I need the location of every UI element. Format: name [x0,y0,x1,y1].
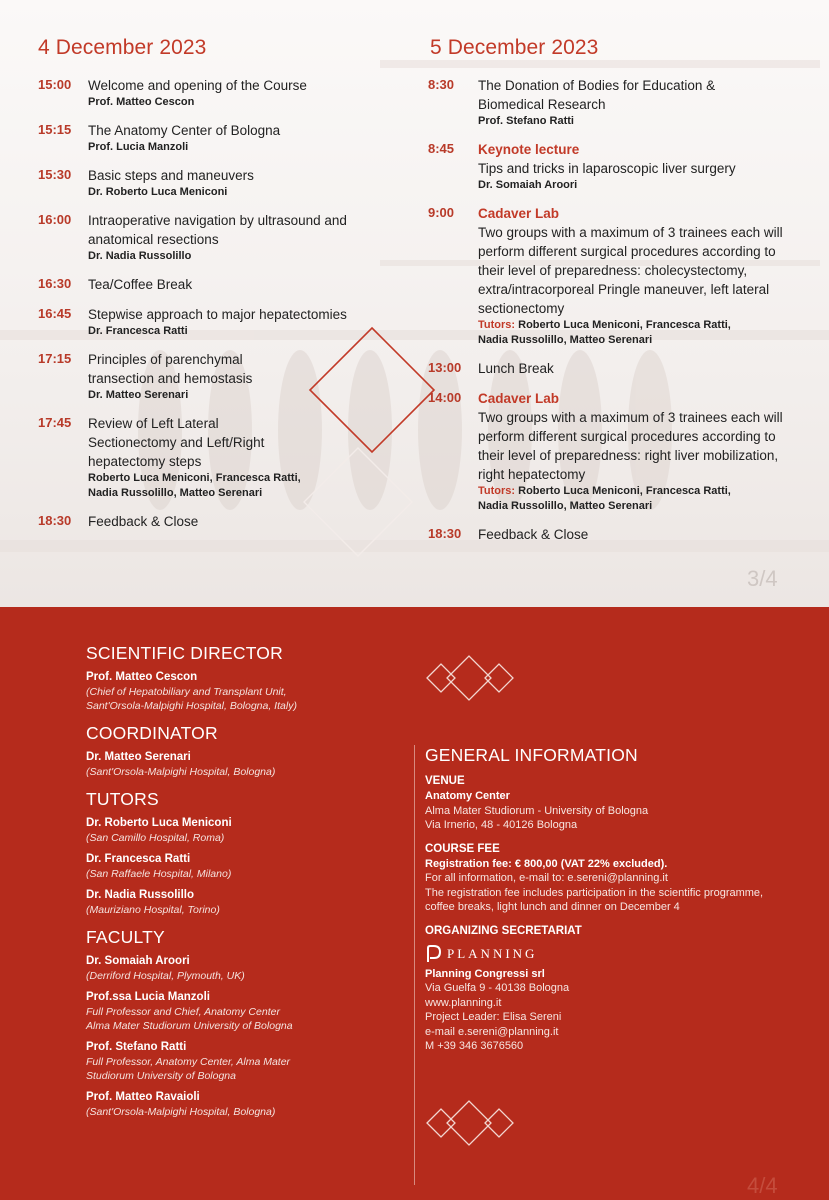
item-time: 16:45 [38,306,72,321]
schedule-item [428,359,798,378]
item-time: 8:30 [428,77,455,92]
registration-fee: Registration fee: € 800,00 (VAT 22% excluded). [425,857,668,870]
item-speaker: Prof. Matteo Cescon [88,96,195,108]
item-time: 15:00 [38,77,72,92]
venue-heading: VENUE [425,775,465,787]
organizing-secretariat-heading: ORGANIZING SECRETARIAT [425,924,582,937]
person-name: Dr. Matteo Serenari [86,751,191,763]
person-name: Prof.ssa Lucia Manzoli [86,991,210,1003]
person-name: Prof. Matteo Cescon [86,671,198,683]
item-title: Basic steps and maneuvers [88,168,254,183]
item-subtitle: Tips and tricks in laparoscopic liver surgery [478,161,736,176]
person-affiliation: (Mauriziano Hospital, Torino) [86,904,220,916]
person-name: Dr. Somaiah Aroori [86,955,190,967]
diamond-pattern-bottom [423,1095,523,1151]
faculty-heading: FACULTY [86,927,165,947]
item-title: Welcome and opening of the Course [88,78,307,93]
schedule-item [38,76,373,110]
item-title: Feedback & Close [88,514,199,529]
person-name: Prof. Matteo Ravaioli [86,1091,200,1103]
item-tutors [478,318,753,348]
item-time: 14:00 [428,390,462,405]
schedule-item [38,305,373,339]
schedule-item [38,211,373,264]
divider-line [414,745,415,1185]
page-number: 3/4 [747,566,778,591]
org-website: www.planning.it [425,996,502,1009]
person-affiliation: (Sant'Orsola-Malpighi Hospital, Bologna) [86,1106,276,1118]
org-project-leader: Project Leader: Elisa Sereni [425,1011,562,1023]
item-title: The Donation of Bodies for Education & Biomedical Research [478,78,716,112]
general-info-column [425,745,805,1054]
person-affiliation: (Chief of Hepatobiliary and Transplant Unit, Sant'Orsola-Malpighi Hospital, Bologna, Italy) [86,686,297,712]
item-subtitle: Two groups with a maximum of 3 trainees each will perform different surgical procedures according to their level of preparedness: cholecystectomy, extra/intracorporeal Pringle maneuver, left lateral sectionectomy [478,225,783,316]
item-subtitle: Two groups with a maximum of 3 trainees each will perform different surgical procedures according to their level of preparedness: right liver mobilization, right hepatectomy [478,410,783,482]
person-affiliation: Full Professor, Anatomy Center, Alma Mater Studiorum University of Bologna [86,1056,291,1082]
item-speaker: Dr. Roberto Luca Meniconi [88,186,228,198]
schedule-item [428,76,798,129]
schedule-item [428,525,798,544]
item-speaker: Dr. Somaiah Aroori [478,179,578,191]
item-title: Principles of parenchymal transection and hemostasis [88,352,253,386]
item-speaker: Dr. Francesca Ratti [88,325,188,337]
venue-line: Alma Mater Studiorum - University of Bologna [425,804,649,817]
general-info-heading: GENERAL INFORMATION [425,745,638,765]
person-affiliation: (San Raffaele Hospital, Milano) [86,868,232,880]
tutors-heading: TUTORS [86,789,159,809]
item-title: Cadaver Lab [478,391,560,406]
item-time: 18:30 [38,513,72,528]
item-title: The Anatomy Center of Bologna [88,123,281,138]
tutors-label: Tutors: [478,485,516,497]
item-time: 9:00 [428,205,455,220]
schedule-item [38,275,373,294]
schedule-item [38,121,373,155]
item-time: 8:45 [428,141,455,156]
day2-schedule [428,76,798,555]
item-speaker: Prof. Stefano Ratti [478,115,574,127]
scientific-director-heading: SCIENTIFIC DIRECTOR [86,643,283,663]
item-time: 15:30 [38,167,72,182]
item-title: Cadaver Lab [478,206,560,221]
org-phone: M +39 346 3676560 [425,1040,524,1052]
item-title: Stepwise approach to major hepatectomies [88,307,347,322]
tutors-label: Tutors: [478,319,516,331]
item-tutors [478,484,753,514]
person-affiliation: (Sant'Orsola-Malpighi Hospital, Bologna) [86,766,276,778]
item-time: 16:00 [38,212,72,227]
item-title: Review of Left Lateral Sectionectomy and Left/Right hepatectomy steps [88,416,265,469]
item-time: 17:15 [38,351,72,366]
item-speaker: Roberto Luca Meniconi, Francesca Ratti, Nadia Russolillo, Matteo Serenari [88,472,301,499]
org-name: Planning Congressi srl [425,967,545,980]
schedule-item [38,512,373,531]
venue-address: Via Irnerio, 48 - 40126 Bologna [425,819,578,831]
planning-logo-icon [425,945,441,963]
item-time: 13:00 [428,360,462,375]
schedule-item [38,166,373,200]
fee-info: For all information, e-mail to: e.sereni@planning.it [425,872,668,884]
item-title: Intraoperative navigation by ultrasound and anatomical resections [88,213,347,247]
fee-note: The registration fee includes participation in the scientific programme, coffee breaks, light lunch and dinner on December 4 [425,886,764,913]
day1-date: 4 December 2023 [38,36,207,59]
item-title: Lunch Break [478,361,554,376]
item-speaker: Dr. Nadia Russolillo [88,250,192,262]
person-name: Dr. Roberto Luca Meniconi [86,817,232,829]
person-affiliation: (San Camillo Hospital, Roma) [86,832,225,844]
person-name: Dr. Nadia Russolillo [86,889,194,901]
course-fee-heading: COURSE FEE [425,842,500,855]
venue-name: Anatomy Center [425,790,510,802]
person-name: Prof. Stefano Ratti [86,1041,187,1053]
item-time: 16:30 [38,276,72,291]
schedule-item [38,350,373,403]
schedule-item [428,140,798,193]
item-title: Tea/Coffee Break [88,277,193,292]
org-address: Via Guelfa 9 - 40138 Bologna [425,982,570,994]
coordinator-heading: COORDINATOR [86,723,218,743]
diamond-pattern-top [423,650,523,706]
tutors-names: Roberto Luca Meniconi, Francesca Ratti, Nadia Russolillo, Matteo Serenari [478,319,731,346]
page-number: 4/4 [747,1173,778,1198]
people-column [86,643,386,1126]
day2-date: 5 December 2023 [430,36,599,59]
info-page [0,607,829,1200]
person-affiliation: Full Professor and Chief, Anatomy Center Alma Mater Studiorum University of Bologna [86,1006,293,1032]
item-title: Keynote lecture [478,142,580,157]
org-email: e-mail e.sereni@planning.it [425,1025,559,1038]
tutors-names: Roberto Luca Meniconi, Francesca Ratti, Nadia Russolillo, Matteo Serenari [478,485,731,512]
item-time: 17:45 [38,415,72,430]
logo-text: PLANNING [447,945,538,961]
schedule-item [428,389,798,514]
item-time: 15:15 [38,122,72,137]
schedule-item [428,204,798,348]
item-time: 18:30 [428,526,462,541]
planning-logo [425,945,805,963]
person-affiliation: (Derriford Hospital, Plymouth, UK) [86,970,245,982]
day1-schedule [38,76,373,542]
item-speaker: Prof. Lucia Manzoli [88,141,189,153]
schedule-item [38,414,373,501]
item-speaker: Dr. Matteo Serenari [88,389,189,401]
person-name: Dr. Francesca Ratti [86,853,191,865]
item-title: Feedback & Close [478,527,589,542]
